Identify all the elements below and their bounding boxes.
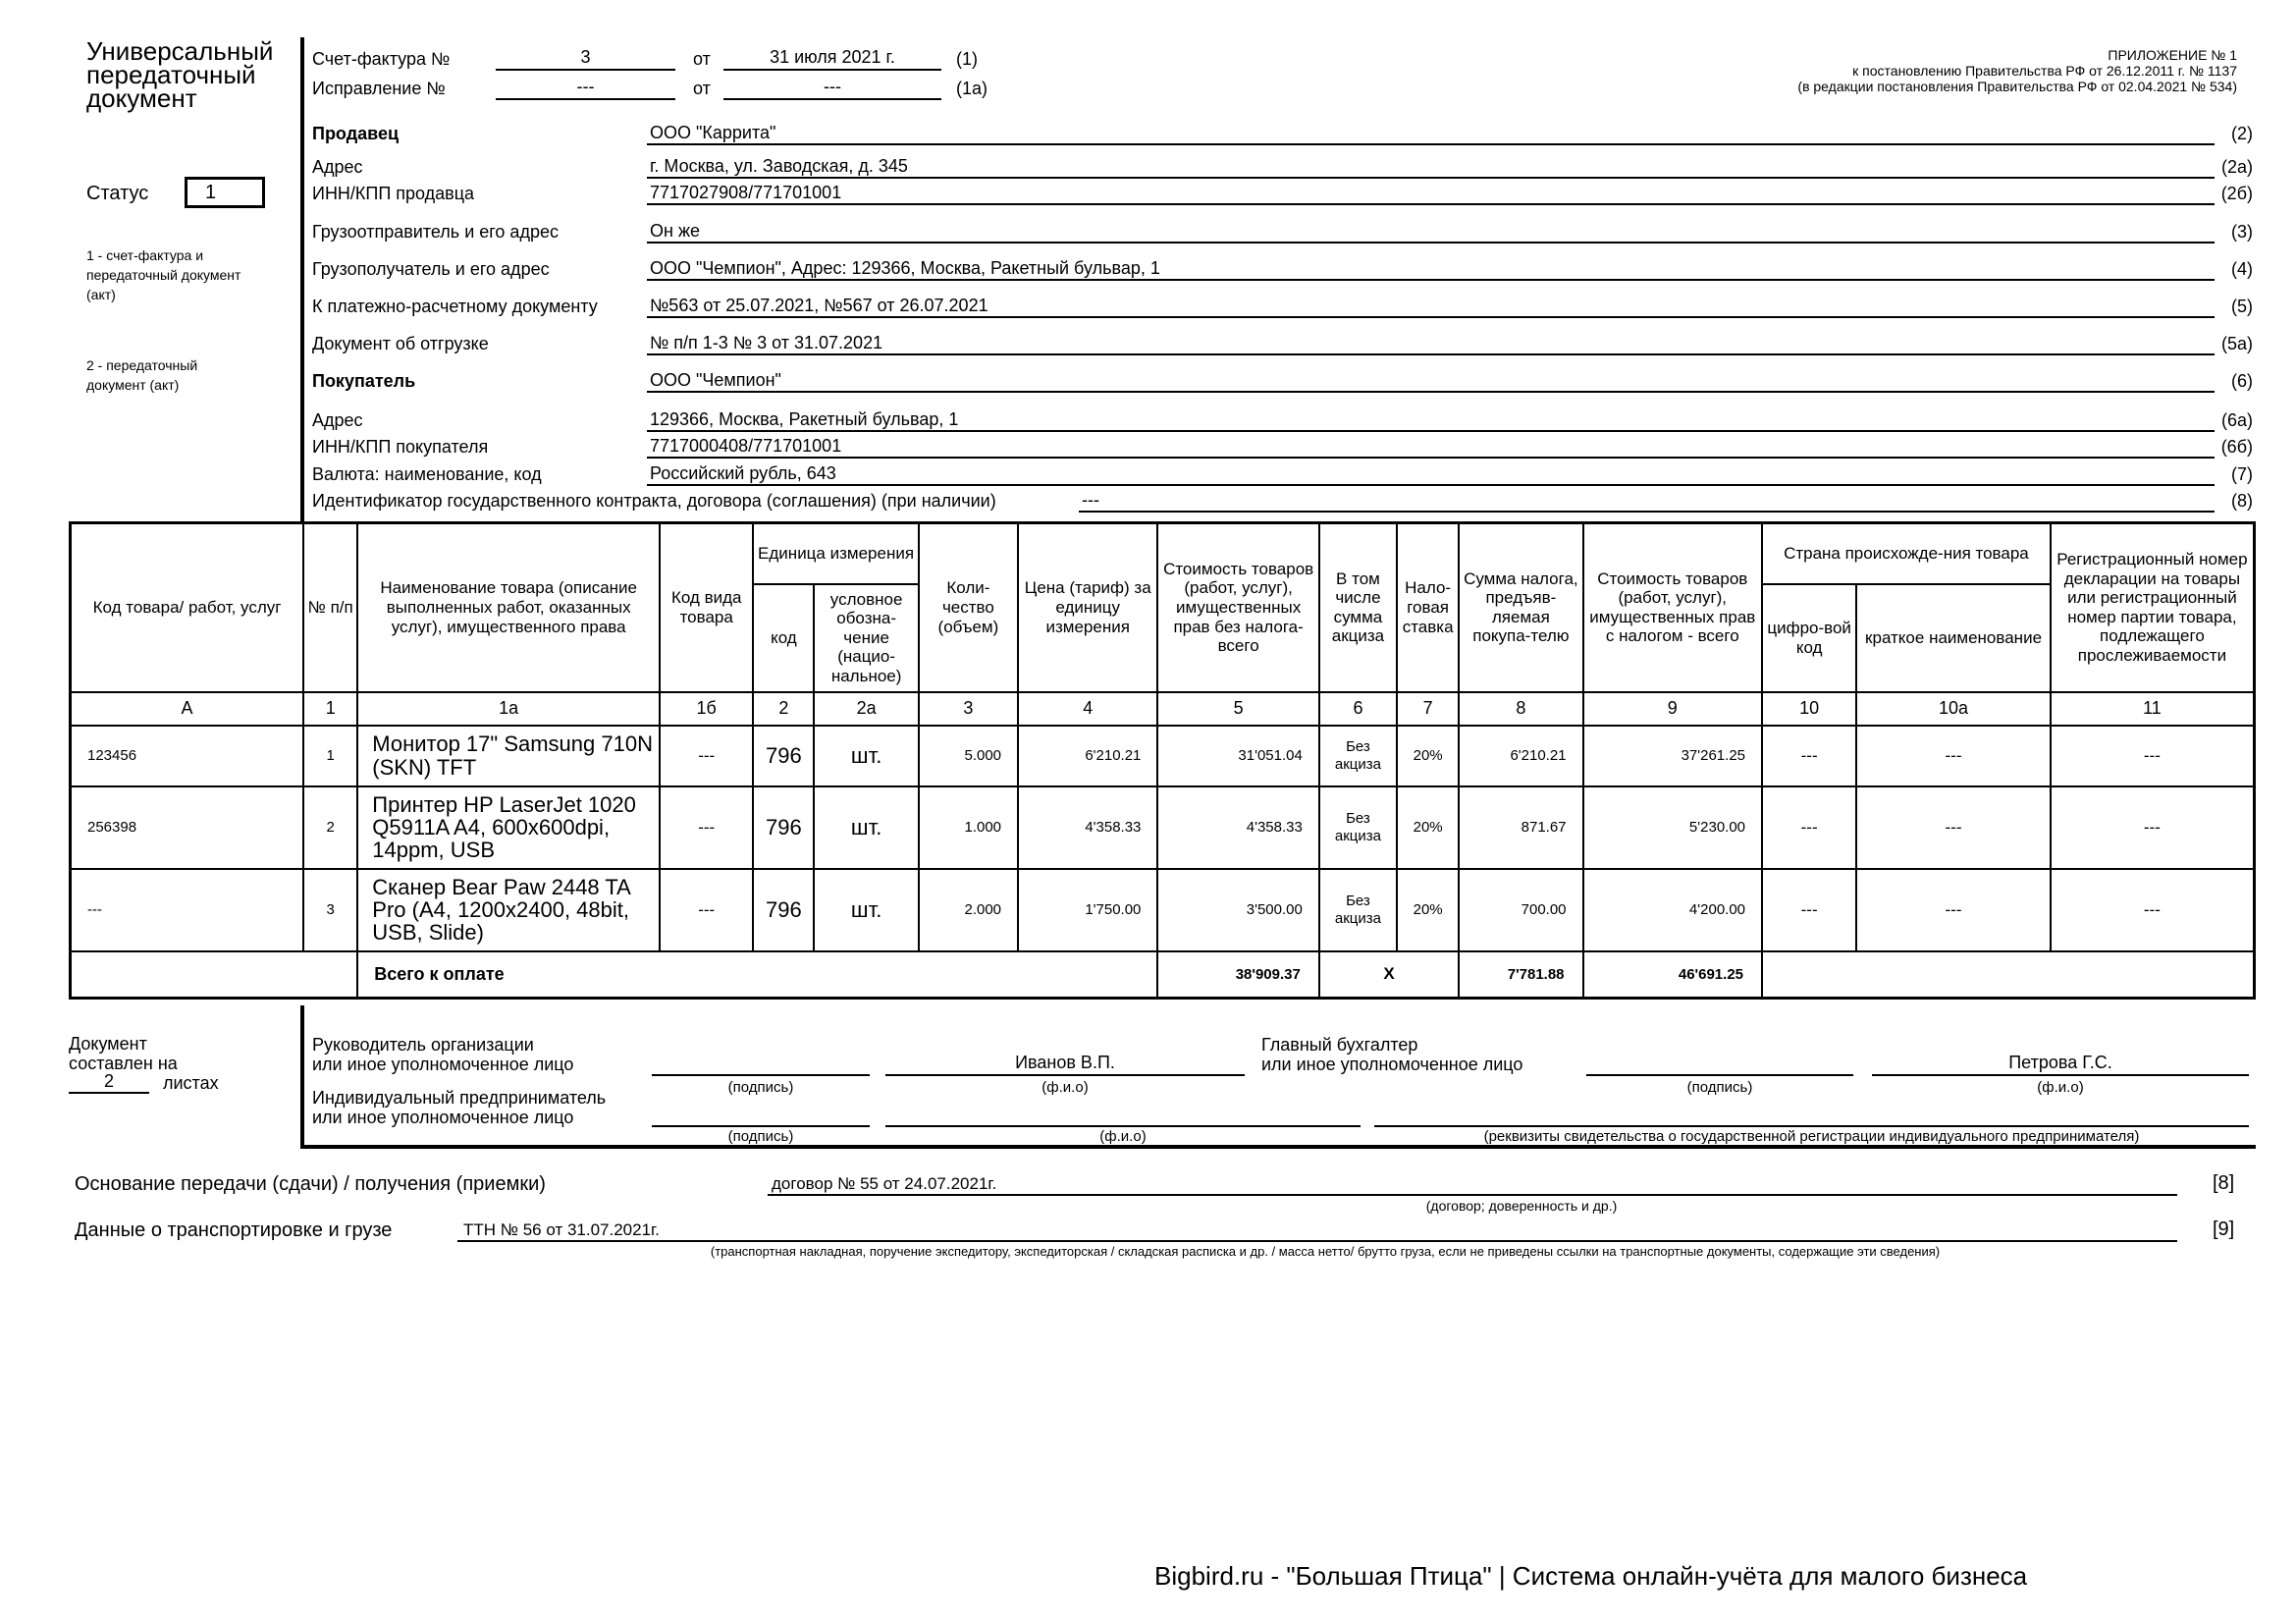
chief-sign-line xyxy=(1586,1055,1853,1076)
field-underline xyxy=(647,464,2215,486)
field-value: ООО "Чемпион", Адрес: 129366, Москва, Ракетный бульвар, 1 xyxy=(650,258,1160,278)
status-value: 1 xyxy=(205,182,217,203)
field-code: (8) xyxy=(2231,491,2253,511)
row-tax: 700.00 xyxy=(1459,869,1582,951)
field-value: Российский рубль, 643 xyxy=(650,463,836,483)
field-underline xyxy=(647,437,2215,459)
field-label: Идентификатор государственного контракта, договора (соглашения) (при наличии) xyxy=(312,491,996,511)
signatures-separator xyxy=(300,1005,304,1149)
invoice-date-label: от xyxy=(693,49,711,69)
header-country-name: краткое наименование xyxy=(1856,584,2051,692)
correction-number: --- xyxy=(576,77,595,96)
row-code: --- xyxy=(71,869,304,951)
transport-code: [9] xyxy=(2213,1218,2235,1240)
column-number: 2 xyxy=(753,692,814,726)
head-name: Иванов В.П. xyxy=(1015,1053,1115,1072)
status-label: Статус xyxy=(86,183,149,204)
row-country-code: --- xyxy=(1762,786,1856,869)
totals-blank xyxy=(71,951,358,999)
row-rate: 20% xyxy=(1397,869,1459,951)
ip-sign-line xyxy=(652,1106,870,1127)
chief-sign-caption: (подпись) xyxy=(1686,1079,1753,1096)
field-underline xyxy=(647,124,2215,145)
column-number: 11 xyxy=(2051,692,2255,726)
status-note-2-line: документ (акт) xyxy=(86,377,180,393)
column-number: 10 xyxy=(1762,692,1856,726)
table-row xyxy=(71,786,2255,869)
sheets-count: 2 xyxy=(103,1071,114,1091)
head-sign-caption: (подпись) xyxy=(727,1079,794,1096)
title-line-1: Универсальный xyxy=(86,36,274,66)
invoice-label: Счет-фактура № xyxy=(312,49,451,69)
appendix-line: (в редакции постановления Правительства РФ от 02.04.2021 № 534) xyxy=(1797,79,2237,94)
field-code: (6а) xyxy=(2220,410,2253,430)
header-unit-symbol: условное обозна-чение (нацио-нальное) xyxy=(814,584,918,692)
appendix-line: ПРИЛОЖЕНИЕ № 1 xyxy=(2108,47,2237,63)
field-value: №563 от 25.07.2021, №567 от 26.07.2021 xyxy=(650,296,988,315)
status-note-2 xyxy=(86,355,197,395)
ip-fio-caption: (ф.и.о) xyxy=(1099,1128,1147,1145)
field-label: Покупатель xyxy=(312,371,416,391)
correction-date: --- xyxy=(824,77,841,96)
row-qty: 5.000 xyxy=(919,726,1018,786)
row-excise: Без акциза xyxy=(1319,726,1397,786)
basis-value: договор № 55 от 24.07.2021г. xyxy=(772,1174,997,1193)
table-row xyxy=(71,726,2255,786)
row-declaration: --- xyxy=(2051,786,2255,869)
chief-accountant-label xyxy=(1261,1035,1522,1074)
field-label: К платежно-расчетному документу xyxy=(312,297,598,316)
row-country-code: --- xyxy=(1762,869,1856,951)
row-cost: 4'358.33 xyxy=(1157,786,1318,869)
field-code: (3) xyxy=(2231,222,2253,242)
header-code: Код товара/ работ, услуг xyxy=(71,523,304,692)
field-underline xyxy=(647,184,2215,205)
status-note-1-line: (акт) xyxy=(86,287,116,302)
totals-label: Всего к оплате xyxy=(357,951,1157,999)
signatures-bottom-rule xyxy=(300,1145,2256,1149)
row-country-name: --- xyxy=(1856,786,2051,869)
field-code: (2) xyxy=(2231,124,2253,143)
correction-date-label: от xyxy=(693,79,711,98)
field-value: г. Москва, ул. Заводская, д. 345 xyxy=(650,156,908,176)
table-body xyxy=(71,726,2255,951)
field-value: 7717027908/771701001 xyxy=(650,183,842,202)
ip-label-line: или иное уполномоченное лицо xyxy=(312,1108,574,1127)
status-box xyxy=(185,177,265,208)
column-number: 4 xyxy=(1018,692,1157,726)
status-note-1 xyxy=(86,245,240,304)
basis-code: [8] xyxy=(2213,1172,2235,1194)
field-code: (5) xyxy=(2231,297,2253,316)
transport-label: Данные о транспортировке и грузе xyxy=(75,1219,393,1241)
field-code: (2б) xyxy=(2220,184,2253,203)
column-numbers-row xyxy=(71,692,2255,726)
row-price: 6'210.21 xyxy=(1018,726,1157,786)
ip-requisites-caption: (реквизиты свидетельства о государственной регистрации индивидуального предпринимателя) xyxy=(1483,1128,2140,1145)
doc-sheets xyxy=(69,1034,178,1073)
ip-label-line: Индивидуальный предприниматель xyxy=(312,1088,607,1108)
head-sign-line xyxy=(652,1055,870,1076)
field-label: ИНН/КПП продавца xyxy=(312,184,475,203)
column-number: 8 xyxy=(1459,692,1582,726)
header-declaration: Регистрационный номер декларации на товары или регистрационный номер партии товара, подлежащего прослеживаемости xyxy=(2051,523,2255,692)
row-declaration: --- xyxy=(2051,726,2255,786)
field-label: Грузополучатель и его адрес xyxy=(312,259,550,279)
row-excise: Без акциза xyxy=(1319,869,1397,951)
row-number: 3 xyxy=(303,869,357,951)
totals-empty xyxy=(1762,951,2254,999)
row-unit: шт. xyxy=(814,869,918,951)
footer-text: Bigbird.ru - "Большая Птица" | Система онлайн-учёта для малого бизнеса xyxy=(1154,1561,2028,1591)
field-value: --- xyxy=(1082,490,1099,510)
field-underline xyxy=(1079,491,2215,513)
field-code: (7) xyxy=(2231,464,2253,484)
row-unit: шт. xyxy=(814,786,918,869)
totals-total: 46'691.25 xyxy=(1583,951,1762,999)
column-number: 3 xyxy=(919,692,1018,726)
row-country-code: --- xyxy=(1762,726,1856,786)
row-total: 4'200.00 xyxy=(1583,869,1762,951)
column-number: 6 xyxy=(1319,692,1397,726)
appendix-line: к постановлению Правительства РФ от 26.12.2011 г. № 1137 xyxy=(1852,63,2237,79)
correction-code: (1а) xyxy=(956,79,988,98)
table-row xyxy=(71,869,2255,951)
row-country-name: --- xyxy=(1856,726,2051,786)
row-kind: --- xyxy=(660,726,753,786)
row-declaration: --- xyxy=(2051,869,2255,951)
field-label: Документ об отгрузке xyxy=(312,334,489,353)
row-unit-code: 796 xyxy=(753,726,814,786)
row-number: 1 xyxy=(303,726,357,786)
row-name: Сканер Bear Paw 2448 TA Pro (A4, 1200x2400, 48bit, USB, Slide) xyxy=(357,869,660,951)
header-total: Стоимость товаров (работ, услуг), имущественных прав с налогом - всего xyxy=(1583,523,1762,692)
column-number: 5 xyxy=(1157,692,1318,726)
field-value: Он же xyxy=(650,221,700,241)
column-number: 1б xyxy=(660,692,753,726)
transport-caption: (транспортная накладная, поручение экспедитору, экспедиторская / складская расписка и др. / масса нетто/ брутто груза, если не приведены ссылки на транспортные документы, содержащие эти сведения) xyxy=(710,1244,1941,1259)
header-name: Наименование товара (описание выполненных работ, оказанных услуг), имущественного права xyxy=(357,523,660,692)
totals-cost: 38'909.37 xyxy=(1157,951,1318,999)
header-excise: В том числе сумма акциза xyxy=(1319,523,1397,692)
row-qty: 1.000 xyxy=(919,786,1018,869)
field-code: (5а) xyxy=(2220,334,2253,353)
ip-label xyxy=(312,1088,606,1127)
row-price: 1'750.00 xyxy=(1018,869,1157,951)
totals-row xyxy=(71,951,2255,999)
field-label: Адрес xyxy=(312,410,363,430)
row-name: Принтер HP LaserJet 1020 Q5911A A4, 600x600dpi, 14ppm, USB xyxy=(357,786,660,869)
basis-caption: (договор; доверенность и др.) xyxy=(1425,1198,1618,1214)
row-kind: --- xyxy=(660,786,753,869)
chief-fio-caption: (ф.и.о) xyxy=(2037,1079,2084,1096)
transport-line xyxy=(457,1220,2177,1242)
ip-name-line xyxy=(885,1106,1361,1127)
row-total: 37'261.25 xyxy=(1583,726,1762,786)
document-title xyxy=(86,36,274,113)
title-line-2: передаточный xyxy=(86,60,256,89)
transport-value: ТТН № 56 от 31.07.2021г. xyxy=(463,1220,660,1239)
column-number: 7 xyxy=(1397,692,1459,726)
header-unit: Единица измерения xyxy=(753,523,918,584)
header-tax: Сумма налога, предъяв-ляемая покупа-телю xyxy=(1459,523,1582,692)
row-unit-code: 796 xyxy=(753,869,814,951)
row-kind: --- xyxy=(660,869,753,951)
chief-accountant-label-line: Главный бухгалтер xyxy=(1261,1035,1418,1055)
title-line-3: документ xyxy=(86,83,197,113)
head-label-line: или иное уполномоченное лицо xyxy=(312,1055,574,1074)
head-label xyxy=(312,1035,573,1074)
header-separator xyxy=(300,37,304,522)
status-note-1-line: 1 - счет-фактура и xyxy=(86,247,204,263)
field-underline xyxy=(647,371,2215,393)
field-code: (2а) xyxy=(2220,157,2253,177)
field-label: Адрес xyxy=(312,157,363,177)
row-rate: 20% xyxy=(1397,786,1459,869)
header-n: № п/п xyxy=(303,523,357,692)
totals-tax: 7'781.88 xyxy=(1459,951,1582,999)
invoice-date: 31 июля 2021 г. xyxy=(770,47,895,67)
row-rate: 20% xyxy=(1397,726,1459,786)
field-value: ООО "Каррита" xyxy=(650,123,776,142)
field-label: ИНН/КПП покупателя xyxy=(312,437,489,457)
head-label-line: Руководитель организации xyxy=(312,1035,534,1055)
row-code: 256398 xyxy=(71,786,304,869)
field-underline xyxy=(647,222,2215,244)
basis-label: Основание передачи (сдачи) / получения (приемки) xyxy=(75,1173,546,1195)
row-cost: 3'500.00 xyxy=(1157,869,1318,951)
header-qty: Коли-чество (объем) xyxy=(919,523,1018,692)
row-cost: 31'051.04 xyxy=(1157,726,1318,786)
invoice-number: 3 xyxy=(580,47,591,67)
sheets-word: листах xyxy=(163,1073,219,1093)
status-note-2-line: 2 - передаточный xyxy=(86,357,198,373)
invoice-code: (1) xyxy=(956,49,978,69)
row-excise: Без акциза xyxy=(1319,786,1397,869)
correction-label: Исправление № xyxy=(312,79,446,98)
chief-accountant-label-line: или иное уполномоченное лицо xyxy=(1261,1055,1523,1074)
appendix-note xyxy=(1797,47,2237,94)
field-code: (6) xyxy=(2231,371,2253,391)
ip-sign-caption: (подпись) xyxy=(727,1128,794,1145)
header-unit-code: код xyxy=(753,584,814,692)
field-label: Продавец xyxy=(312,124,400,143)
field-label: Грузоотправитель и его адрес xyxy=(312,222,559,242)
row-unit-code: 796 xyxy=(753,786,814,869)
field-value: № п/п 1-3 № 3 от 31.07.2021 xyxy=(650,333,883,352)
doc-sheets-line: Документ xyxy=(69,1034,147,1054)
field-code: (4) xyxy=(2231,259,2253,279)
row-unit: шт. xyxy=(814,726,918,786)
column-number: 9 xyxy=(1583,692,1762,726)
row-qty: 2.000 xyxy=(919,869,1018,951)
row-tax: 6'210.21 xyxy=(1459,726,1582,786)
header-price: Цена (тариф) за единицу измерения xyxy=(1018,523,1157,692)
field-value: ООО "Чемпион" xyxy=(650,370,781,390)
header-country: Страна происхожде-ния товара xyxy=(1762,523,2051,584)
header-cost: Стоимость товаров (работ, услуг), имущественных прав без налога-всего xyxy=(1157,523,1318,692)
field-code: (6б) xyxy=(2220,437,2253,457)
column-number: 1 xyxy=(303,692,357,726)
column-number: 1а xyxy=(357,692,660,726)
chief-name: Петрова Г.С. xyxy=(2008,1053,2112,1072)
field-value: 129366, Москва, Ракетный бульвар, 1 xyxy=(650,409,959,429)
status-note-1-line: передаточный документ xyxy=(86,267,241,283)
row-country-name: --- xyxy=(1856,869,2051,951)
row-code: 123456 xyxy=(71,726,304,786)
header-country-code: цифро-вой код xyxy=(1762,584,1856,692)
row-tax: 871.67 xyxy=(1459,786,1582,869)
row-total: 5'230.00 xyxy=(1583,786,1762,869)
row-name: Монитор 17" Samsung 710N (SKN) TFT xyxy=(357,726,660,786)
totals-excise: X xyxy=(1319,951,1459,999)
header-kind: Код вида товара xyxy=(660,523,753,692)
column-number: 10а xyxy=(1856,692,2051,726)
goods-table xyxy=(69,521,2256,1000)
head-fio-caption: (ф.и.о) xyxy=(1041,1079,1089,1096)
doc-sheets-line: составлен на xyxy=(69,1054,178,1073)
ip-requisites-line xyxy=(1374,1106,2249,1127)
row-number: 2 xyxy=(303,786,357,869)
column-number: А xyxy=(71,692,304,726)
row-price: 4'358.33 xyxy=(1018,786,1157,869)
field-label: Валюта: наименование, код xyxy=(312,464,542,484)
header-rate: Нало-говая ставка xyxy=(1397,523,1459,692)
field-value: 7717000408/771701001 xyxy=(650,436,842,456)
column-number: 2а xyxy=(814,692,918,726)
